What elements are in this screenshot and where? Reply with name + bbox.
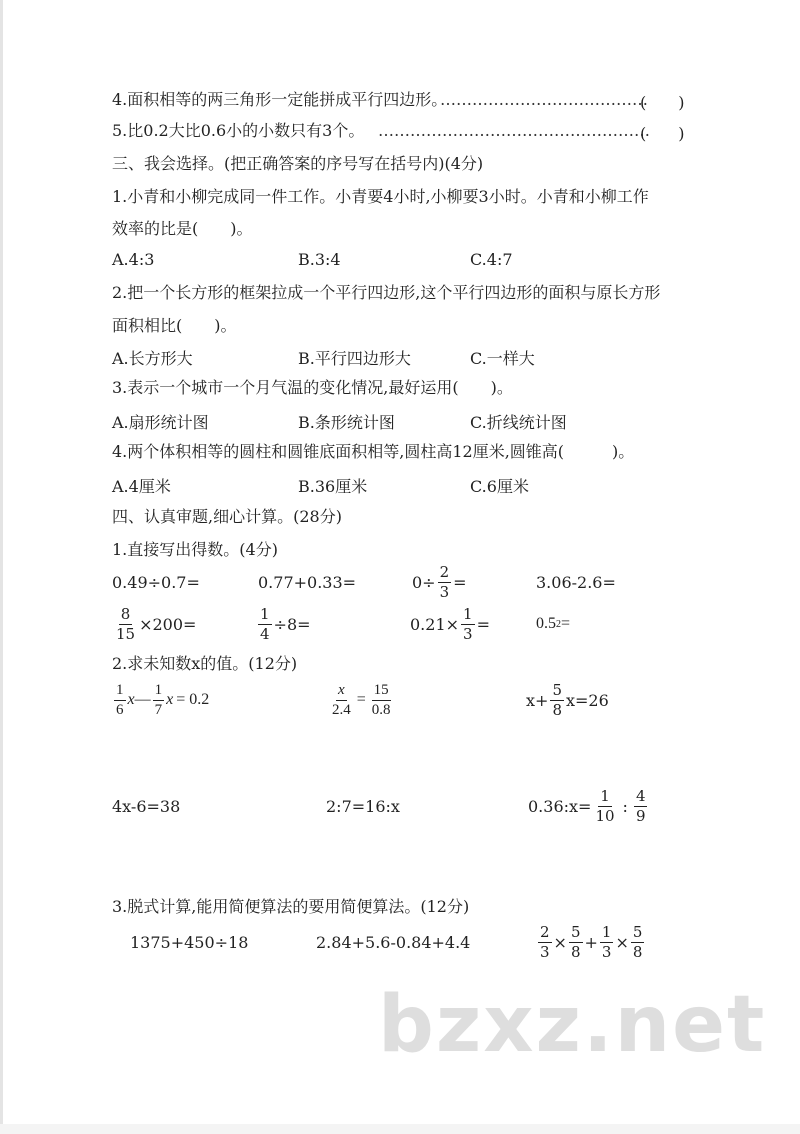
judge-q5-dots: …………………………………………… [378,121,650,140]
s3-q4-option-c[interactable]: C.6厘米 [470,477,529,496]
equation-1: $\frac{1}{6}$ x — $\frac{1}{7}$ x = 0.2 [116,681,210,718]
fraction: $\frac{1}{3}$ [463,604,473,643]
judge-q4-answer-paren[interactable]: ( ) [640,93,685,112]
s3-q3-option-c[interactable]: C.折线统计图 [470,413,567,432]
equation-3: x+ $\frac{5}{8}$ x=26 [526,680,609,719]
calc-item-6: $\frac{1}{4}$ ÷8= [260,604,311,643]
judge-q4: 4.面积相等的两三角形一定能拼成平行四边形。 [112,90,448,109]
s4-part2-title: 2.求未知数x的值。(12分) [112,654,298,673]
s3-q4-line1: 4.两个体积相等的圆柱和圆锥底面积相等,圆柱高12厘米,圆锥高( )。 [112,442,635,461]
judge-q4-dots: ………………………………… [440,90,648,109]
fraction: $\frac{x}{2.4}$ [332,681,351,718]
watermark: bzxz.net [378,980,767,1070]
fraction: $\frac{1}{6}$ [116,681,124,718]
s3-q2-option-b[interactable]: B.平行四边形大 [298,349,411,368]
s4-part1-title: 1.直接写出得数。(4分) [112,540,278,559]
calc-item-3: 0÷ $\frac{2}{3}$ = [412,562,467,601]
s3-q3-option-b[interactable]: B.条形统计图 [298,413,395,432]
fraction: $\frac{2}{3}$ [439,562,450,601]
page-bottom-edge [0,1124,800,1134]
fraction: $\frac{8}{15}$ [116,604,136,643]
fraction: $\frac{5}{8}$ [552,680,562,719]
fraction: $\frac{1}{4}$ [260,604,270,643]
equation-6: 0.36:x= $\frac{1}{10}$ : $\frac{4}{9}$ [528,786,646,825]
s3-q3-option-a[interactable]: A.扇形统计图 [112,413,209,432]
s3-q4-option-a[interactable]: A.4厘米 [112,477,171,496]
fraction: $\frac{5}{8}$ [570,922,581,961]
calc-item-7: 0.21× $\frac{1}{3}$ = [410,604,490,643]
s3-q4-option-b[interactable]: B.36厘米 [298,477,368,496]
calc-item-1: 0.49÷0.7= [112,572,200,592]
calc-item-4: 3.06-2.6= [536,572,616,592]
s3-q1-option-c[interactable]: C.4:7 [470,250,513,269]
calc-item-8: 0.5 2 = [536,615,571,632]
s3-q1-option-b[interactable]: B.3:4 [298,250,341,269]
section3-title: 三、我会选择。(把正确答案的序号写在括号内)(4分) [112,154,484,173]
s3-q2-line2: 面积相比( )。 [112,316,237,335]
calc-expression-2: 2.84+5.6-0.84+4.4 [316,932,471,952]
fraction: $\frac{2}{3}$ [540,922,550,961]
s3-q2-option-a[interactable]: A.长方形大 [112,349,193,368]
judge-q5-answer-paren[interactable]: ( ) [640,124,685,143]
judge-q5: 5.比0.2大比0.6小的小数只有3个。 [112,121,365,140]
s3-q1-line2: 效率的比是( )。 [112,219,253,238]
page-left-edge [0,0,3,1134]
calc-item-2: 0.77+0.33= [258,572,357,592]
fraction: $\frac{1}{3}$ [601,922,612,961]
calc-expression-3: $\frac{2}{3}$ × $\frac{5}{8}$ + $\frac{1}{3}$ × $\frac{5}{8}$ [540,922,643,961]
fraction: $\frac{5}{8}$ [632,922,643,961]
fraction: $\frac{1}{7}$ [154,681,163,718]
equation-4: 4x-6=38 [112,796,181,816]
s3-q2-line1: 2.把一个长方形的框架拉成一个平行四边形,这个平行四边形的面积与原长方形 [112,283,661,302]
s4-part3-title: 3.脱式计算,能用简便算法的要用简便算法。(12分) [112,897,470,916]
fraction: $\frac{15}{0.8}$ [371,681,391,718]
fraction: $\frac{1}{10}$ [595,786,615,825]
s3-q2-option-c[interactable]: C.一样大 [470,349,535,368]
equation-5: 2:7=16:x [326,796,400,816]
calc-item-5: $\frac{8}{15}$ ×200= [116,604,197,643]
calc-expression-1: 1375+450÷18 [130,932,249,952]
fraction: $\frac{4}{9}$ [635,786,646,825]
s3-q3-line1: 3.表示一个城市一个月气温的变化情况,最好运用( )。 [112,378,513,397]
s3-q1-option-a[interactable]: A.4:3 [112,250,155,269]
equation-2: $\frac{x}{2.4}$ = $\frac{15}{0.8}$ [332,681,391,718]
s3-q1-line1: 1.小青和小柳完成同一件工作。小青要4小时,小柳要3小时。小青和小柳工作 [112,187,649,206]
section4-title: 四、认真审题,细心计算。(28分) [112,507,342,526]
